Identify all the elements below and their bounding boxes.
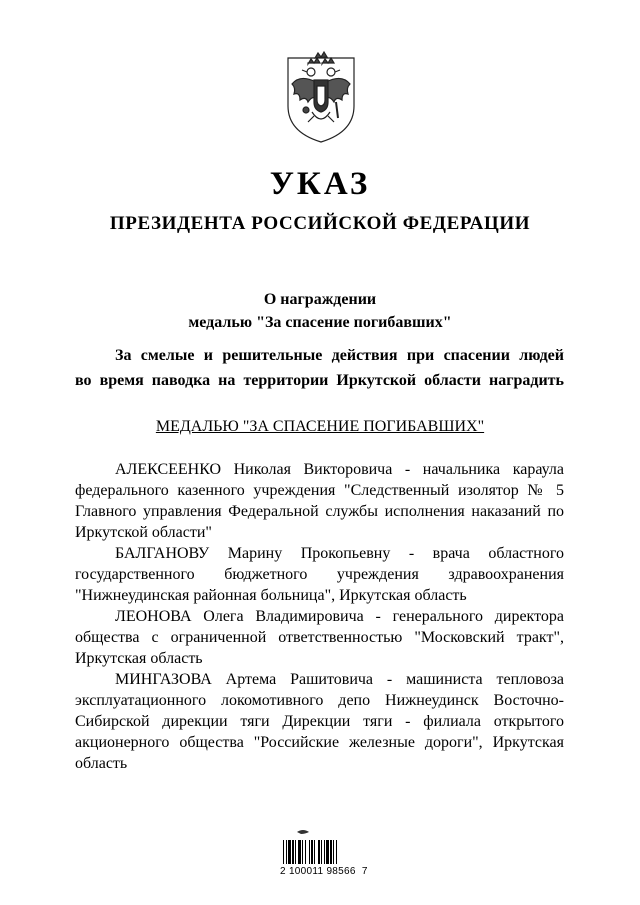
- barcode-number: 2 100011 98566 7: [280, 866, 368, 877]
- medal-name: МЕДАЛЬЮ "ЗА СПАСЕНИЕ ПОГИБАВШИХ": [155, 418, 485, 435]
- intro-line-1: За смелые и решительные действия при спасении людей: [115, 347, 564, 364]
- awardee-paragraph: БАЛГАНОВУ Марину Прокопьевну - врача областного государственного бюджетного учреждения здравоохранения "Нижнеудинская районная больница", Иркутская область: [75, 545, 564, 604]
- coat-of-arms-icon: [278, 50, 364, 144]
- intro-line-2: во время паводка на территории Иркутской области наградить: [75, 372, 564, 389]
- decree-title: УКАЗ: [269, 166, 371, 202]
- decree-subtitle: ПРЕЗИДЕНТА РОССИЙСКОЙ ФЕДЕРАЦИИ: [109, 213, 531, 234]
- awardee-paragraph: ЛЕОНОВА Олега Владимировича - генерального директора общества с ограниченной ответственностью "Московский тракт", Иркутская область: [75, 608, 564, 667]
- awardee-paragraph: АЛЕКСЕЕНКО Николая Викторовича - начальника караула федерального казенного учреждения "Следственный изолятор № 5 Главного управления Федеральной службы исполнения наказаний по Иркутской области": [75, 461, 564, 541]
- decree-heading: [0, 288, 640, 334]
- decree-intro: [75, 343, 564, 393]
- heading-line-2: медалью "За спасение погибавших": [188, 314, 452, 331]
- awardee-paragraph: МИНГАЗОВА Артема Рашитовича - машиниста тепловоза эксплуатационного локомотивного депо Нижнеудинск Восточно-Сибирской дирекции тяги Дирекции тяги - филиала открытого акционерного общества "Российские железные дороги", Иркутская область: [75, 671, 564, 772]
- heading-line-1: О награждении: [263, 291, 377, 308]
- awardees-list: [75, 459, 564, 774]
